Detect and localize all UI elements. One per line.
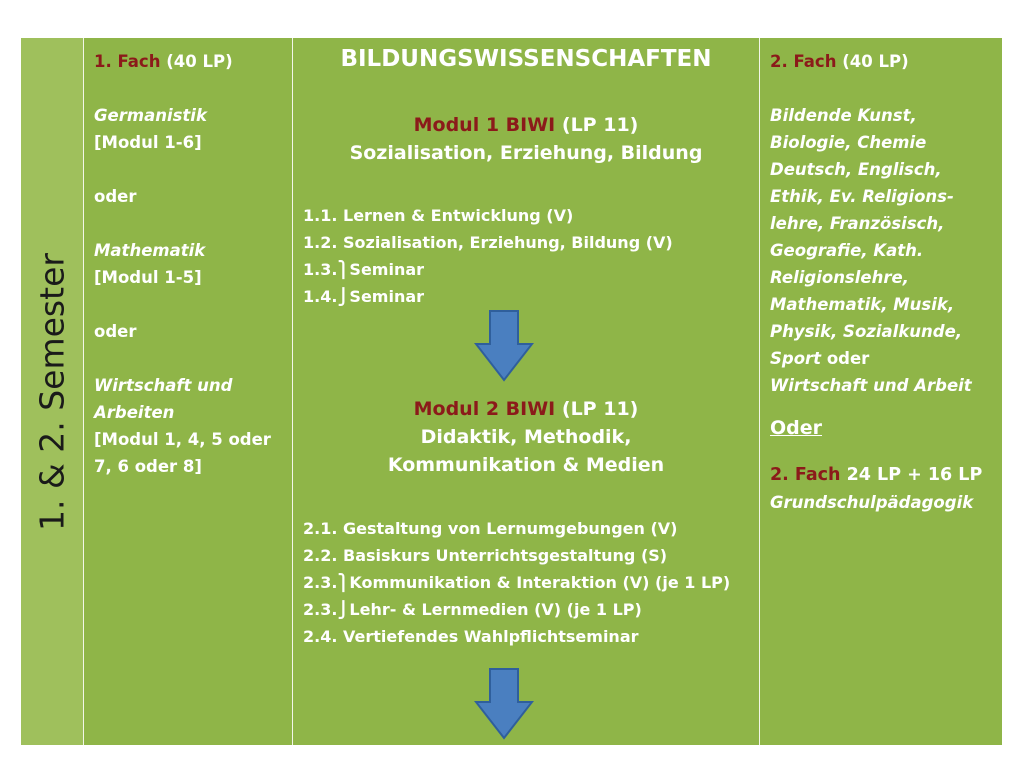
modul2-item-3-text: Kommunikation & Interaktion (V) (je 1 LP) <box>349 573 731 592</box>
modul1-item-4-num: 1.4. <box>303 287 338 306</box>
fach2-alt-name: Grundschulpädagogik <box>770 493 974 512</box>
fach1-oder-2: oder <box>94 322 137 341</box>
modul1-item-2: 1.2. Sozialisation, Erziehung, Bildung (V) <box>303 233 673 252</box>
fach2-title <box>770 48 996 75</box>
modul2-item-4 <box>303 596 755 623</box>
modul2-name: Modul 2 BIWI <box>413 398 556 420</box>
modul2-item-1: 2.1. Gestaltung von Lernumgebungen (V) <box>303 519 678 538</box>
down-arrow-icon <box>474 668 534 740</box>
fach2-sport-line <box>770 345 996 372</box>
fach2-cell <box>760 38 1002 745</box>
modul2-item-2: 2.2. Basiskurs Unterrichtsgestaltung (S) <box>303 546 668 565</box>
semester-cell <box>21 38 84 745</box>
bracket-bottom-icon: ⎭ <box>337 600 350 619</box>
fach2-oder-big: Oder <box>770 417 823 439</box>
fach1-cell <box>84 38 293 745</box>
modul1-item-3 <box>303 256 755 283</box>
modul1-list <box>303 202 755 310</box>
fach2-title-lp: (40 LP) <box>842 52 909 71</box>
fach2-alt-lp: 24 LP + 16 LP <box>846 465 983 485</box>
curriculum-table <box>21 38 1002 745</box>
modul1-item-4 <box>303 283 755 310</box>
modul1-name: Modul 1 BIWI <box>413 114 556 136</box>
bracket-top-icon: ⎫ <box>337 260 350 279</box>
fach2-subjects-line-8: Mathematik, Musik, <box>770 295 955 314</box>
fach2-subjects-line-4: Ethik, Ev. Religions- <box>770 187 954 206</box>
modul2-item-4-text: Lehr- & Lernmedien (V) (je 1 LP) <box>349 600 642 619</box>
fach2-last-subject: Wirtschaft und Arbeit <box>770 376 972 395</box>
fach1-subject-mathematik: Mathematik <box>94 241 206 260</box>
fach1-title-lp: (40 LP) <box>166 52 233 71</box>
fach2-title-label: 2. Fach <box>770 52 837 71</box>
fach2-alt-title <box>770 462 996 489</box>
fach1-title <box>94 48 286 75</box>
fach1-subject-germanistik: Germanistik <box>94 106 207 125</box>
bracket-bottom-icon: ⎭ <box>337 287 350 306</box>
fach2-subjects-line-6: Geografie, Kath. <box>770 241 924 260</box>
bracket-top-icon: ⎫ <box>337 573 350 592</box>
modul1-item-1: 1.1. Lernen & Entwicklung (V) <box>303 206 574 225</box>
modul1-subtitle: Sozialisation, Erziehung, Bildung <box>349 142 703 164</box>
fach2-subjects-line-3: Deutsch, Englisch, <box>770 160 942 179</box>
fach1-detail-wirtschaft-line1: [Modul 1, 4, 5 oder <box>94 430 271 449</box>
fach1-title-label: 1. Fach <box>94 52 161 71</box>
modul1-heading <box>293 111 759 139</box>
modul2-list <box>303 515 755 650</box>
fach2-subjects-line-2: Biologie, Chemie <box>770 133 927 152</box>
modul1-item-3-text: Seminar <box>349 260 425 279</box>
fach2-subjects-line-7: Religionslehre, <box>770 268 909 287</box>
modul2-subtitle-line2: Kommunikation & Medien <box>387 454 665 476</box>
fach2-alt-label: 2. Fach <box>770 465 841 485</box>
fach2-subjects-line-9: Physik, Sozialkunde, <box>770 322 963 341</box>
modul1-item-3-num: 1.3. <box>303 260 338 279</box>
fach2-sport: Sport <box>770 349 822 368</box>
modul2-item-3 <box>303 569 755 596</box>
fach1-detail-wirtschaft-line2: 7, 6 oder 8] <box>94 457 202 476</box>
fach2-subjects-line-1: Bildende Kunst, <box>770 106 917 125</box>
modul2-subtitle-line1: Didaktik, Methodik, <box>420 426 632 448</box>
biwi-cell <box>293 38 760 745</box>
down-arrow-icon <box>474 310 534 382</box>
modul2-item-4-num: 2.3. <box>303 600 338 619</box>
fach2-sport-oder: oder <box>826 349 870 368</box>
modul2-item-5: 2.4. Vertiefendes Wahlpflichtseminar <box>303 627 639 646</box>
fach1-detail-mathematik: [Modul 1-5] <box>94 268 202 287</box>
modul2-lp: (LP 11) <box>561 398 639 420</box>
fach1-subject-wirtschaft-line2: Arbeiten <box>94 403 175 422</box>
fach1-subject-wirtschaft-line1: Wirtschaft und <box>94 376 233 395</box>
fach1-detail-germanistik: [Modul 1-6] <box>94 133 202 152</box>
biwi-title: BILDUNGSWISSENSCHAFTEN <box>340 46 712 72</box>
modul1-item-4-text: Seminar <box>349 287 425 306</box>
modul1-lp: (LP 11) <box>561 114 639 136</box>
fach2-subjects-line-5: lehre, Französisch, <box>770 214 945 233</box>
semester-label: 1. & 2. Semester <box>32 252 72 531</box>
modul2-item-3-num: 2.3. <box>303 573 338 592</box>
fach1-oder-1: oder <box>94 187 137 206</box>
modul2-heading <box>293 395 759 423</box>
